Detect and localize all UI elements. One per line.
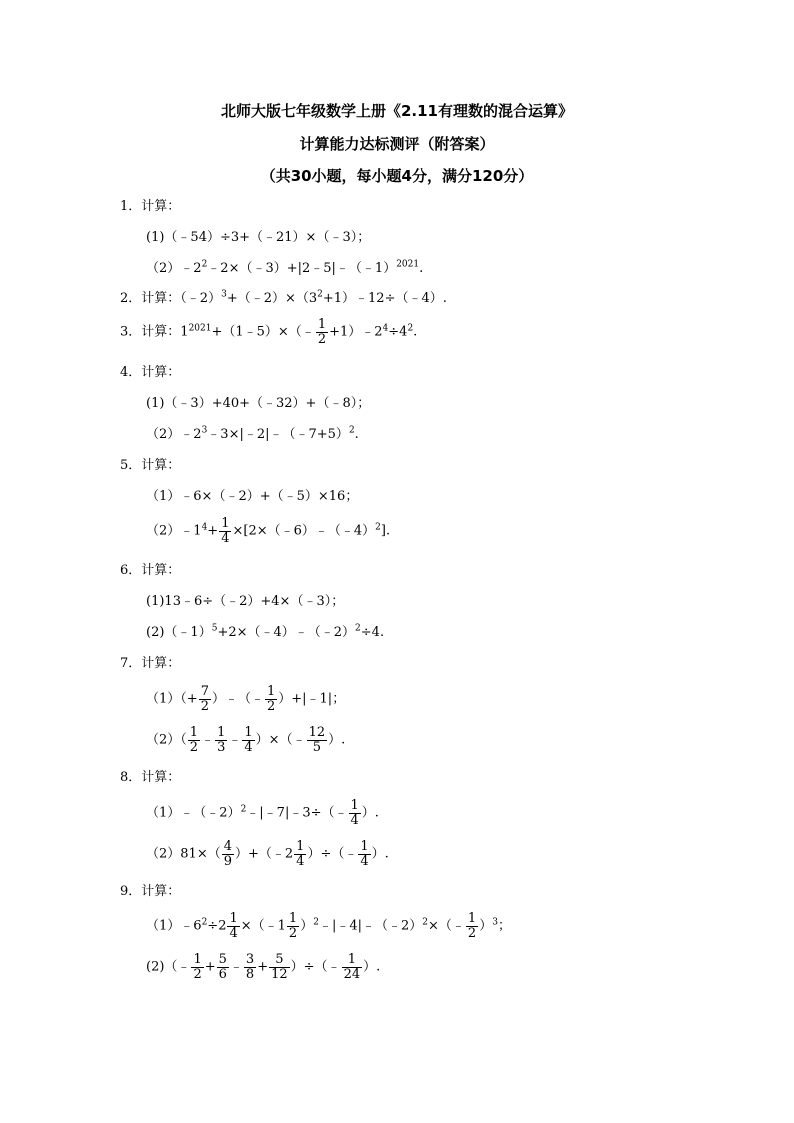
fraction: $\frac{1}{4}$	[221, 516, 230, 546]
problem-5-part-1: （1）﹣6×（﹣2）+（﹣5）×16；	[146, 489, 359, 504]
problem-5-part-2: $(2)﹣1^4+$ $\frac{1}{4}$ ×[2×（﹣6）﹣（﹣4）$^2$].	[146, 516, 391, 546]
document-title-line-3: （共30小题，每小题4分，满分120分）	[260, 167, 534, 185]
problem-6-part-2: (2)（﹣1）$^5$+2×（﹣4）﹣（﹣2）$^2$÷4.	[146, 623, 385, 640]
problem-1-part-2: $(2)﹣2^2﹣2\times(﹣3)+|2﹣5|﹣(﹣1)^{2021}$.	[146, 259, 424, 276]
fraction: $\frac{3}{8}$	[245, 952, 255, 982]
fraction: $\frac{12}{5}$	[308, 725, 326, 755]
fraction: $\frac{5}{6}$	[218, 952, 227, 982]
fraction: $\frac{7}{2}$	[200, 684, 209, 714]
fraction: $\frac{1}{2}$	[288, 911, 298, 941]
fraction: $\frac{1}{24}$	[343, 952, 361, 982]
problem-9-header: 9．计算：	[120, 884, 181, 899]
fraction: $\frac{1}{4}$	[244, 725, 253, 755]
problem-7-part-2: （2）（ $\frac{1}{2}$ ﹣ $\frac{1}{3}$ ﹣ $\frac{1}{4}$ ）×（﹣ $\frac{12}{5}$ ）.	[146, 725, 346, 755]
problem-2: 2．计算：$(﹣2)^3+(﹣2)\times(3^2+1)﹣12\div(﹣4)$.	[120, 289, 447, 306]
problem-7-header: 7．计算：	[120, 656, 181, 671]
problem-9-part-1: $(1)﹣6^2\div 2$ $\frac{1}{4}$ ×（﹣1 $\frac{1}{2}$ ）$^2$﹣|﹣4|﹣（﹣2）$^2$×（﹣ $\frac{1}{2}$ ）$^3$；	[146, 911, 511, 941]
fraction: $\frac{1}{2}$	[189, 725, 199, 755]
fraction: $\frac{4}{9}$	[223, 839, 232, 869]
fraction: $\frac{1}{2}$	[467, 911, 477, 941]
fraction: $\frac{1}{4}$	[229, 911, 238, 941]
fraction: $\frac{1}{4}$	[360, 839, 369, 869]
problem-6-part-1: (1)13﹣6÷（﹣2）+4×（﹣3）；	[146, 594, 345, 609]
problem-7-part-1: （1）（+ $\frac{7}{2}$ ）﹣（﹣ $\frac{1}{2}$ ）+|﹣1|；	[146, 684, 346, 714]
fraction: $\frac{1}{2}$	[317, 317, 327, 347]
problem-8-header: 8．计算：	[120, 770, 181, 785]
problem-9-part-2: (2)（﹣ $\frac{1}{2}$ + $\frac{5}{6}$ ﹣ $\frac{3}{8}$ + $\frac{5}{12}$ ）÷（﹣ $\frac{1}{24}$ ）.	[146, 952, 381, 982]
problem-5-header: 5．计算：	[120, 458, 181, 473]
fraction: $\frac{1}{4}$	[350, 798, 359, 828]
problem-1-header: 1．计算：	[120, 199, 181, 214]
fraction: $\frac{5}{12}$	[271, 952, 288, 982]
problem-1-part-1: (1)（﹣54）÷3+（﹣21）×（﹣3）；	[146, 230, 371, 245]
problem-6-header: 6．计算：	[120, 563, 181, 578]
problem-4-header: 4．计算：	[120, 365, 181, 380]
problem-4-part-2: $(2)﹣2^3﹣3\times|﹣2|﹣(﹣7+5)^2$.	[146, 425, 359, 442]
problem-4-part-1: (1)（﹣3）+40+（﹣32）+（﹣8）；	[146, 396, 371, 411]
document-title-line-1: 北师大版七年级数学上册《2.11有理数的混合运算》	[220, 102, 573, 120]
fraction: $\frac{1}{2}$	[266, 684, 276, 714]
document-title-line-2: 计算能力达标测评（附答案）	[299, 135, 495, 153]
fraction: $\frac{1}{4}$	[296, 839, 305, 869]
problem-3: 3．计算：$1^{2021}+(1﹣5)\times(﹣$ $\frac{1}{2}$ $+1)﹣2^4\div 4^2$.	[120, 317, 418, 347]
problem-8-part-2: （2）81×（ $\frac{4}{9}$ ）+（﹣2 $\frac{1}{4}$ ）÷（﹣ $\frac{1}{4}$ ）.	[146, 839, 389, 869]
fraction: $\frac{1}{2}$	[193, 952, 202, 982]
fraction: $\frac{1}{3}$	[217, 725, 226, 755]
problem-8-part-1: （1）﹣（﹣2）$^2$﹣|﹣7|﹣3÷（﹣ $\frac{1}{4}$ ）.	[146, 798, 379, 828]
